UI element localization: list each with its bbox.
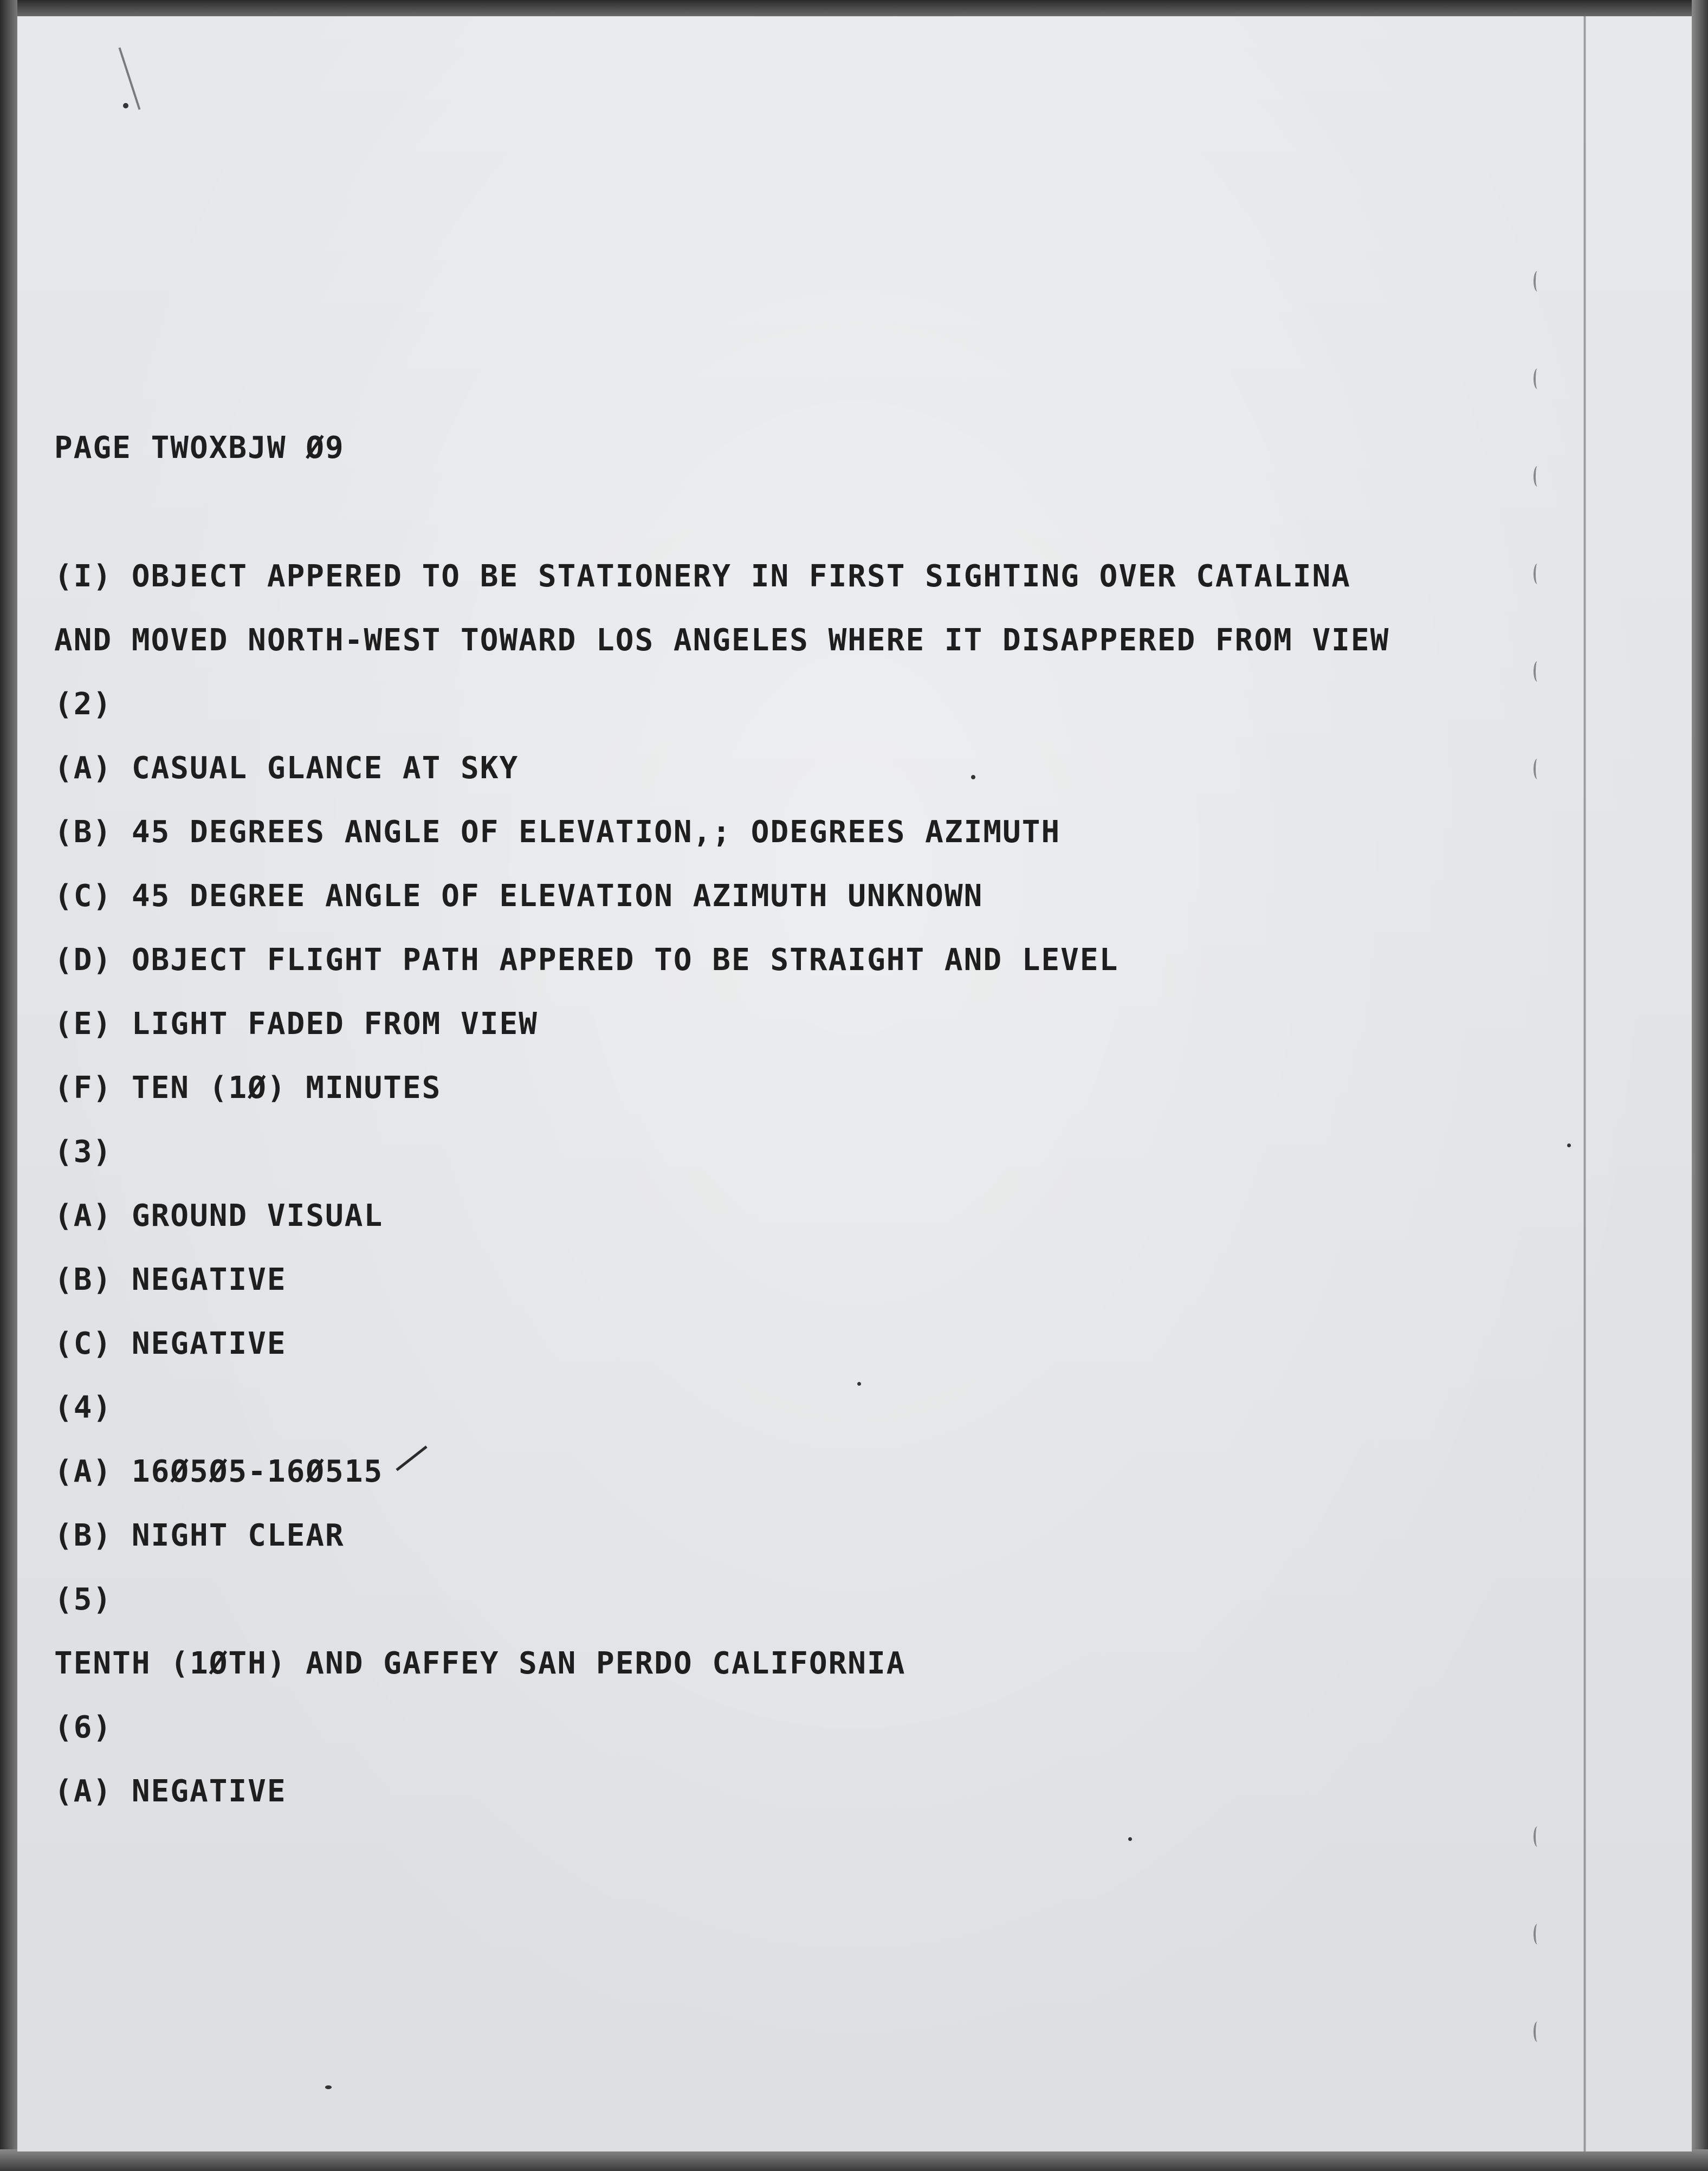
text-line: (2) — [54, 687, 113, 722]
text-line: (C) 45 DEGREE ANGLE OF ELEVATION AZIMUTH UNKNOWN — [54, 878, 984, 914]
margin-mark — [1534, 271, 1541, 292]
teletype-text — [54, 16, 1517, 2151]
text-line: (6) — [54, 1710, 113, 1745]
scan-border-bottom — [0, 2149, 1708, 2171]
text-line: (4) — [54, 1390, 113, 1425]
text-line: AND MOVED NORTH-WEST TOWARD LOS ANGELES WHERE IT DISAPPERED FROM VIEW — [54, 623, 1390, 658]
text-line: (5) — [54, 1582, 113, 1617]
text-line: (B) NIGHT CLEAR — [54, 1518, 345, 1553]
scan-border-top — [0, 0, 1708, 16]
scan-border-left — [0, 0, 17, 2171]
speck — [1567, 1143, 1571, 1147]
text-line: TENTH (1ØTH) AND GAFFEY SAN PERDO CALIFORNIA — [54, 1646, 906, 1681]
text-line: (A) NEGATIVE — [54, 1774, 287, 1809]
text-line: (F) TEN (1Ø) MINUTES — [54, 1070, 442, 1106]
text-line: (D) OBJECT FLIGHT PATH APPERED TO BE STRAIGHT AND LEVEL — [54, 942, 1119, 978]
margin-mark — [1534, 564, 1541, 584]
text-line: (I) OBJECT APPERED TO BE STATIONERY IN FIRST SIGHTING OVER CATALINA — [54, 559, 1351, 594]
margin-mark — [1534, 1924, 1541, 1944]
margin-mark — [1534, 759, 1541, 779]
margin-rule — [1583, 16, 1586, 2151]
text-line: (A) GROUND VISUAL — [54, 1198, 384, 1233]
margin-mark — [1534, 466, 1541, 487]
text-line: (A) 16Ø5Ø5-16Ø515 — [54, 1454, 384, 1489]
text-line: (B) 45 DEGREES ANGLE OF ELEVATION,; ODEGREES AZIMUTH — [54, 815, 1061, 850]
text-line: (E) LIGHT FADED FROM VIEW — [54, 1006, 538, 1042]
margin-mark — [1534, 1826, 1541, 1847]
page-header: PAGE TWOXBJW Ø9 — [54, 430, 345, 466]
scan-border-right — [1692, 0, 1708, 2171]
margin-mark — [1534, 369, 1541, 389]
margin-mark — [1534, 2021, 1541, 2042]
text-line: (A) CASUAL GLANCE AT SKY — [54, 751, 519, 786]
text-line: (B) NEGATIVE — [54, 1262, 287, 1297]
text-line: (C) NEGATIVE — [54, 1326, 287, 1361]
margin-mark — [1534, 661, 1541, 682]
document-page — [17, 16, 1692, 2151]
text-line: (3) — [54, 1134, 113, 1170]
